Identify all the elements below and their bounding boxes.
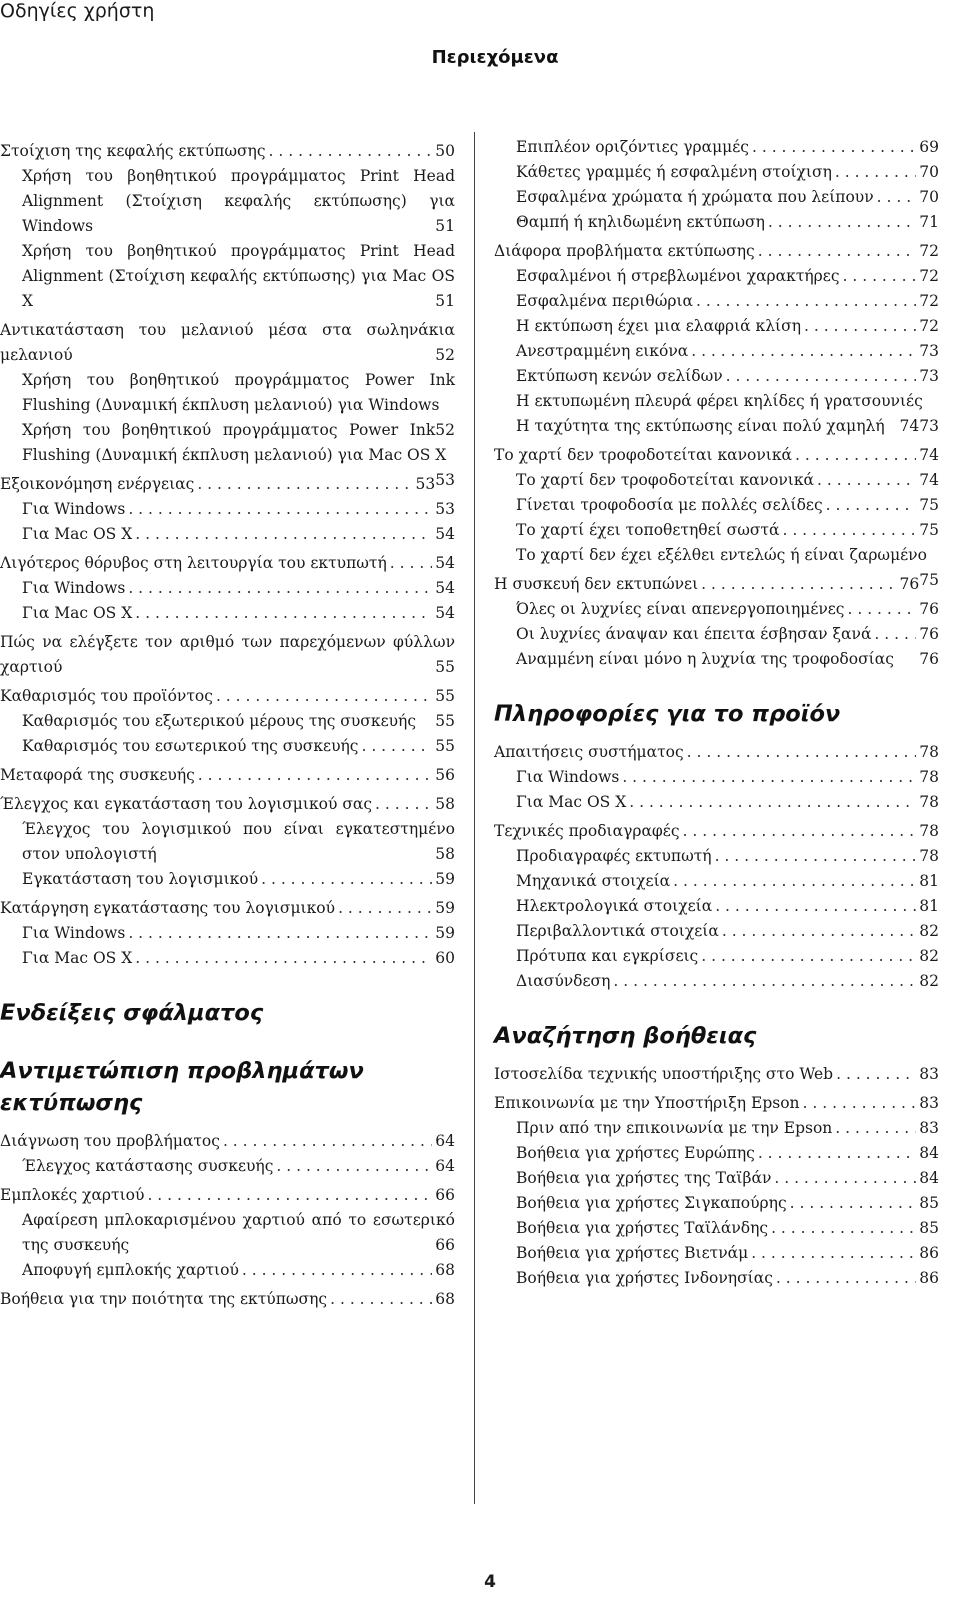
toc-page-number: 71 — [919, 213, 939, 231]
dot-leader — [843, 264, 917, 289]
toc-subentry[interactable] — [0, 867, 455, 892]
toc-page-number: 70 — [919, 163, 939, 181]
toc-entry-title: Το χαρτί δεν τροφοδοτείται κανονικά — [494, 446, 793, 464]
toc-entry-title: Πρότυπα και εγκρίσεις — [516, 947, 699, 965]
toc-page-number: 56 — [435, 766, 455, 784]
dot-leader — [683, 819, 917, 844]
toc-entry-title: Επιπλέον οριζόντιες γραμμές — [516, 138, 749, 156]
toc-entry-title: Προδιαγραφές εκτυπωτή — [516, 847, 712, 865]
toc-page-number: 81 — [919, 872, 939, 890]
toc-subentry[interactable] — [494, 969, 939, 994]
toc-subentry[interactable] — [494, 210, 939, 235]
dot-leader — [338, 896, 432, 921]
toc-entry-title: Εξοικονόμηση ενέργειας — [0, 475, 195, 493]
toc-entry-title: Χρήση του βοηθητικού προγράμματος Power Ink Flushing (Δυναμική έκπλυση μελανιού) για Windows — [22, 371, 455, 414]
toc-subentry[interactable] — [494, 185, 939, 210]
toc-entry-title: Αντικατάσταση του μελανιού μέσα στα σωληνάκια μελανιού — [0, 321, 455, 364]
toc-subentry[interactable] — [494, 264, 939, 289]
toc-page-number: 82 — [919, 947, 939, 965]
toc-page-number: 84 — [919, 1144, 939, 1162]
toc-entry-title: Γίνεται τροφοδοσία με πολλές σελίδες — [516, 496, 823, 514]
toc-entry[interactable] — [0, 684, 455, 709]
toc-entry[interactable] — [494, 819, 939, 844]
toc-page-number: 53 — [415, 475, 436, 493]
toc-page-number: 60 — [435, 949, 455, 967]
toc-entry[interactable] — [0, 1183, 455, 1208]
dot-leader — [135, 522, 432, 547]
toc-page-number: 74 — [919, 446, 939, 464]
toc-subentry[interactable] — [494, 364, 939, 389]
toc-page-number: 55 — [435, 712, 455, 730]
toc-entry-title: Καθαρισμός του εσωτερικού της συσκευής — [22, 737, 359, 755]
dot-leader — [722, 919, 916, 944]
toc-entry-title: Η συσκευή δεν εκτυπώνει — [494, 575, 699, 593]
toc-entry[interactable] — [494, 1062, 939, 1087]
toc-subentry[interactable] — [0, 601, 455, 626]
dot-leader — [673, 869, 916, 894]
toc-entry-title: Κατάργηση εγκατάστασης του λογισμικού — [0, 899, 336, 917]
dot-leader — [782, 518, 916, 543]
toc-subentry[interactable] — [494, 790, 939, 815]
toc-page-number: 86 — [919, 1269, 939, 1287]
toc-page-number: 76 — [919, 600, 939, 618]
dot-leader — [804, 314, 916, 339]
column-divider — [474, 132, 475, 1504]
toc-page-number: 72 — [919, 267, 939, 285]
toc-subentry[interactable] — [494, 414, 939, 439]
toc-subentry[interactable] — [0, 368, 455, 439]
toc-page-number: 50 — [435, 142, 455, 160]
toc-subentry[interactable] — [494, 1116, 939, 1141]
dot-leader — [613, 969, 916, 994]
toc-entry-title: Αφαίρεση μπλοκαρισμένου χαρτιού από το εσωτερικό της συσκευής — [22, 1211, 455, 1254]
toc-page-number: 84 — [919, 1169, 939, 1187]
toc-page-number: 66 — [435, 1186, 455, 1204]
toc-entry-title: Για Mac OS X — [22, 525, 133, 543]
toc-entry[interactable] — [494, 443, 939, 468]
toc-page-number: 54 — [435, 554, 455, 572]
dot-leader — [774, 1166, 916, 1191]
chapter-heading: Πληροφορίες για το προϊόν — [494, 701, 841, 727]
toc-entry-title: Για Windows — [22, 924, 126, 942]
toc-entry-title: Όλες οι λυχνίες είναι απενεργοποιημένες — [516, 600, 845, 618]
dot-leader — [758, 239, 917, 264]
toc-subentry[interactable] — [0, 164, 455, 239]
toc-subentry[interactable] — [494, 919, 939, 944]
toc-subentry[interactable] — [494, 314, 939, 339]
dot-leader — [147, 1183, 432, 1208]
dot-leader — [622, 765, 916, 790]
toc-page-number: 76 — [919, 650, 939, 668]
toc-subentry[interactable] — [494, 894, 939, 919]
page-number: 4 — [484, 1572, 496, 1592]
toc-page-number: 54 — [435, 604, 455, 622]
toc-subentry[interactable] — [0, 239, 455, 314]
toc-entry-title: Εσφαλμένοι ή στρεβλωμένοι χαρακτήρες — [516, 267, 840, 285]
toc-entry[interactable] — [0, 896, 455, 921]
toc-page-number: 73 — [919, 417, 939, 435]
toc-entry[interactable] — [0, 792, 455, 817]
toc-entry[interactable] — [0, 630, 455, 680]
toc-subentry[interactable] — [494, 518, 939, 543]
dot-leader — [701, 572, 896, 597]
toc-entry[interactable] — [0, 139, 455, 164]
toc-page-number: 78 — [919, 822, 939, 840]
toc-subentry[interactable] — [494, 1266, 939, 1291]
running-header: Οδηγίες χρήστη — [0, 0, 155, 22]
toc-page-number: 70 — [919, 188, 939, 206]
toc-entry[interactable] — [494, 740, 939, 765]
toc-page-number: 78 — [919, 768, 939, 786]
toc-entry-title: Για Windows — [516, 768, 620, 786]
toc-page-number: 82 — [919, 922, 939, 940]
toc-page-number: 55 — [435, 737, 455, 755]
toc-subentry[interactable] — [494, 597, 939, 622]
dot-leader — [276, 1154, 432, 1179]
toc-page-number: 82 — [919, 972, 939, 990]
toc-entry-title: Καθαρισμός του εξωτερικού μέρους της συσκευής — [22, 712, 416, 730]
toc-subentry[interactable] — [494, 622, 939, 647]
toc-page-number: 69 — [919, 138, 939, 156]
dot-leader — [269, 139, 433, 164]
toc-entry-title: Θαμπή ή κηλιδωμένη εκτύπωση — [516, 213, 765, 231]
dot-leader — [776, 1266, 916, 1291]
toc-page-number: 68 — [435, 1261, 455, 1279]
toc-page-number: 72 — [919, 242, 939, 260]
toc-page-number: 86 — [919, 1244, 939, 1262]
toc-entry-title: Για Windows — [22, 579, 126, 597]
dot-leader — [629, 790, 916, 815]
toc-entry-title: Για Mac OS X — [22, 949, 133, 967]
dot-leader — [128, 497, 432, 522]
toc-subentry[interactable] — [0, 1208, 455, 1258]
toc-entry-title: Έλεγχος του λογισμικού που είναι εγκατεστημένο στον υπολογιστή — [22, 820, 455, 863]
dot-leader — [375, 792, 432, 817]
toc-page-number: 53 — [435, 500, 455, 518]
dot-leader — [330, 1287, 432, 1312]
dot-leader — [715, 894, 916, 919]
toc-page-number: 78 — [919, 743, 939, 761]
dot-leader — [216, 684, 432, 709]
toc-page-number: 52 — [435, 421, 455, 439]
toc-entry-title: Επικοινωνία με την Υποστήριξη Epson — [494, 1094, 800, 1112]
toc-page-number: 83 — [919, 1065, 939, 1083]
toc-page-number: 76 — [899, 575, 920, 593]
toc-page-number: 74 — [919, 471, 939, 489]
toc-entry-title: Πώς να ελέγξετε τον αριθμό των παρεχόμενων φύλλων χαρτιού — [0, 633, 455, 676]
toc-subentry[interactable] — [494, 1191, 939, 1216]
toc-subentry[interactable] — [0, 576, 455, 601]
toc-entry-title: Βοήθεια για χρήστες Ευρώπης — [516, 1144, 755, 1162]
toc-page-number: 76 — [919, 625, 939, 643]
dot-leader — [803, 1091, 917, 1116]
toc-page-number: 64 — [435, 1132, 455, 1150]
toc-subentry[interactable] — [0, 709, 455, 734]
toc-entry-title: Η εκτύπωση έχει μια ελαφριά κλίση — [516, 317, 801, 335]
toc-subentry[interactable] — [494, 135, 939, 160]
toc-page-number: 58 — [435, 795, 455, 813]
toc-page-number: 51 — [435, 292, 455, 310]
toc-subentry[interactable] — [494, 1216, 939, 1241]
toc-right-column — [494, 135, 939, 1291]
toc-entry-title: Διάγνωση του προβλήματος — [0, 1132, 220, 1150]
toc-entry-title: Βοήθεια για χρήστες Ινδονησίας — [516, 1269, 773, 1287]
toc-page-number: 52 — [435, 346, 455, 364]
toc-entry-title: Η εκτυπωμένη πλευρά φέρει κηλίδες ή γρατσουνιές — [516, 392, 923, 410]
toc-page-number: 59 — [435, 924, 455, 942]
toc-subentry[interactable] — [0, 522, 455, 547]
toc-subentry[interactable] — [0, 946, 455, 971]
toc-entry-title: Μεταφορά της συσκευής — [0, 766, 195, 784]
toc-page-number: 85 — [919, 1194, 939, 1212]
dot-leader — [361, 734, 432, 759]
toc-subentry[interactable] — [494, 869, 939, 894]
toc-page-number: 74 — [899, 417, 920, 435]
toc-page-number: 51 — [435, 217, 455, 235]
toc-subentry[interactable] — [0, 921, 455, 946]
toc-page-number: 83 — [919, 1119, 939, 1137]
toc-entry-title: Έλεγχος και εγκατάσταση του λογισμικού σας — [0, 795, 373, 813]
toc-entry-title: Χρήση του βοηθητικού προγράμματος Print Head Alignment (Στοίχιση κεφαλής εκτύπωσης) για Windows — [22, 167, 455, 235]
dot-leader — [835, 160, 916, 185]
dot-leader — [197, 472, 412, 497]
toc-entry-title: Διάφορα προβλήματα εκτύπωσης — [494, 242, 755, 260]
dot-leader — [128, 576, 432, 601]
toc-entry-title: Μηχανικά στοιχεία — [516, 872, 671, 890]
toc-entry-title: Οι λυχνίες άναψαν και έπειτα έσβησαν ξανά — [516, 625, 872, 643]
dot-leader — [817, 468, 916, 493]
toc-entry[interactable] — [0, 763, 455, 788]
toc-page-number: 53 — [435, 471, 455, 489]
toc-subentry[interactable] — [494, 1241, 939, 1266]
toc-entry[interactable] — [494, 1091, 939, 1116]
toc-entry-title: Διασύνδεση — [516, 972, 611, 990]
toc-entry-title: Το χαρτί έχει τοποθετηθεί σωστά — [516, 521, 780, 539]
toc-entry-title: Εσφαλμένα χρώματα ή χρώματα που λείπουν — [516, 188, 874, 206]
toc-subentry[interactable] — [0, 1154, 455, 1179]
page-title: Περιεχόμενα — [431, 47, 559, 68]
toc-entry-title: Απαιτήσεις συστήματος — [494, 743, 684, 761]
toc-entry-title: Βοήθεια για χρήστες Ταϊλάνδης — [516, 1219, 769, 1237]
toc-page-number: 72 — [919, 317, 939, 335]
toc-page-number: 54 — [435, 579, 455, 597]
toc-entry[interactable] — [0, 1129, 455, 1154]
toc-page-number: 81 — [919, 897, 939, 915]
toc-entry[interactable] — [0, 1287, 455, 1312]
toc-page-number: 66 — [435, 1236, 455, 1254]
toc-page-number: 58 — [435, 845, 455, 863]
toc-entry-title: Καθαρισμός του προϊόντος — [0, 687, 213, 705]
toc-page-number: 59 — [435, 870, 455, 888]
dot-leader — [758, 1141, 916, 1166]
toc-subentry[interactable] — [494, 647, 939, 672]
dot-leader — [752, 135, 916, 160]
toc-subentry[interactable] — [494, 844, 939, 869]
toc-page-number: 85 — [919, 1219, 939, 1237]
toc-entry-title: Αποφυγή εμπλοκής χαρτιού — [22, 1261, 239, 1279]
toc-entry-title: Ηλεκτρολογικά στοιχεία — [516, 897, 713, 915]
dot-leader — [261, 867, 432, 892]
toc-entry-title: Λιγότερος θόρυβος στη λειτουργία του εκτυπωτή — [0, 554, 387, 572]
toc-page-number: 55 — [435, 687, 455, 705]
dot-leader — [198, 763, 432, 788]
toc-entry-title: Περιβαλλοντικά στοιχεία — [516, 922, 719, 940]
toc-page-number: 75 — [919, 496, 939, 514]
toc-page-number: 59 — [435, 899, 455, 917]
toc-entry-title: Πριν από την επικοινωνία με την Epson — [516, 1119, 833, 1137]
toc-entry-title: Χρήση του βοηθητικού προγράμματος Power Ink Flushing (Δυναμική έκπλυση μελανιού) για Mac OS X — [22, 421, 447, 464]
toc-left-column — [0, 135, 455, 1312]
toc-page-number: 55 — [435, 658, 455, 676]
toc-entry-title: Βοήθεια για χρήστες της Ταϊβάν — [516, 1169, 772, 1187]
dot-leader — [726, 364, 917, 389]
toc-entry-title: Χρήση του βοηθητικού προγράμματος Print Head Alignment (Στοίχιση κεφαλής εκτύπωσης) για Mac OS X — [22, 242, 455, 310]
dot-leader — [128, 921, 432, 946]
toc-entry-title: Αναμμένη είναι μόνο η λυχνία της τροφοδοσίας — [516, 650, 894, 668]
toc-entry-title: Βοήθεια για την ποιότητα της εκτύπωσης — [0, 1290, 328, 1308]
dot-leader — [223, 1129, 432, 1154]
dot-leader — [242, 1258, 432, 1283]
dot-leader — [135, 601, 432, 626]
toc-page-number: 54 — [435, 525, 455, 543]
toc-entry-title: Για Mac OS X — [516, 793, 627, 811]
toc-entry-title: Για Mac OS X — [22, 604, 133, 622]
dot-leader — [390, 551, 433, 576]
dot-leader — [715, 844, 917, 869]
toc-entry-title: Η ταχύτητα της εκτύπωσης είναι πολύ χαμηλή — [516, 417, 885, 435]
toc-entry-title: Βοήθεια για χρήστες Σιγκαπούρης — [516, 1194, 787, 1212]
toc-subentry[interactable] — [494, 160, 939, 185]
toc-subentry[interactable] — [494, 1166, 939, 1191]
toc-entry[interactable] — [0, 472, 455, 497]
dot-leader — [836, 1062, 916, 1087]
dot-leader — [701, 944, 916, 969]
toc-subentry[interactable] — [494, 765, 939, 790]
toc-entry-title: Το χαρτί δεν έχει εξέλθει εντελώς ή είναι ζαρωμένο — [516, 546, 927, 564]
dot-leader — [768, 210, 916, 235]
dot-leader — [771, 1216, 916, 1241]
toc-page-number: 75 — [919, 521, 939, 539]
dot-leader — [790, 1191, 917, 1216]
toc-entry-title: Τεχνικές προδιαγραφές — [494, 822, 680, 840]
toc-entry-title: Για Windows — [22, 500, 126, 518]
dot-leader — [835, 1116, 916, 1141]
toc-subentry[interactable] — [494, 493, 939, 518]
toc-entry-title: Εμπλοκές χαρτιού — [0, 1186, 145, 1204]
toc-page-number: 78 — [919, 847, 939, 865]
toc-entry-title: Βοήθεια για χρήστες Βιετνάμ — [516, 1244, 749, 1262]
toc-page-number: 73 — [919, 367, 939, 385]
toc-subentry[interactable] — [0, 817, 455, 867]
toc-subentry[interactable] — [494, 944, 939, 969]
dot-leader — [826, 493, 917, 518]
dot-leader — [691, 339, 916, 364]
chapter-heading: Αναζήτηση βοήθειας — [494, 1023, 757, 1049]
dot-leader — [795, 443, 916, 468]
toc-entry-title: Εσφαλμένα περιθώρια — [516, 292, 693, 310]
toc-page-number: 68 — [435, 1290, 455, 1308]
dot-leader — [751, 1241, 916, 1266]
dot-leader — [877, 185, 917, 210]
toc-subentry[interactable] — [0, 1258, 455, 1283]
toc-page-number: 75 — [919, 571, 939, 589]
toc-entry-title: Έλεγχος κατάστασης συσκευής — [22, 1157, 274, 1175]
toc-page-number: 73 — [919, 342, 939, 360]
toc-subentry[interactable] — [0, 497, 455, 522]
toc-entry-title: Ιστοσελίδα τεχνικής υποστήριξης στο Web — [494, 1065, 834, 1083]
dot-leader — [696, 289, 916, 314]
toc-page-number: 78 — [919, 793, 939, 811]
dot-leader — [874, 622, 916, 647]
dot-leader — [687, 740, 917, 765]
toc-page-number: 64 — [435, 1157, 455, 1175]
toc-entry-title: Εγκατάσταση του λογισμικού — [22, 870, 259, 888]
toc-subentry[interactable] — [0, 734, 455, 759]
toc-entry[interactable] — [494, 239, 939, 264]
toc-entry-title: Στοίχιση της κεφαλής εκτύπωσης — [0, 142, 266, 160]
toc-subentry[interactable] — [494, 468, 939, 493]
dot-leader — [848, 597, 917, 622]
toc-subentry[interactable] — [494, 289, 939, 314]
dot-leader — [135, 946, 432, 971]
chapter-heading: Ενδείξεις σφάλματος — [0, 1000, 264, 1026]
toc-page-number: 83 — [919, 1094, 939, 1112]
toc-entry[interactable] — [0, 318, 455, 368]
toc-entry-title: Ανεστραμμένη εικόνα — [516, 342, 689, 360]
toc-entry[interactable] — [0, 551, 455, 576]
toc-entry[interactable] — [494, 572, 939, 597]
toc-subentry[interactable] — [494, 339, 939, 364]
toc-subentry[interactable] — [494, 1141, 939, 1166]
chapter-heading: Αντιμετώπιση προβλημάτων εκτύπωσης — [0, 1058, 364, 1116]
toc-entry-title: Το χαρτί δεν τροφοδοτείται κανονικά — [516, 471, 815, 489]
toc-entry-title: Εκτύπωση κενών σελίδων — [516, 367, 723, 385]
toc-entry-title: Κάθετες γραμμές ή εσφαλμένη στοίχιση — [516, 163, 832, 181]
toc-page-number: 72 — [919, 292, 939, 310]
